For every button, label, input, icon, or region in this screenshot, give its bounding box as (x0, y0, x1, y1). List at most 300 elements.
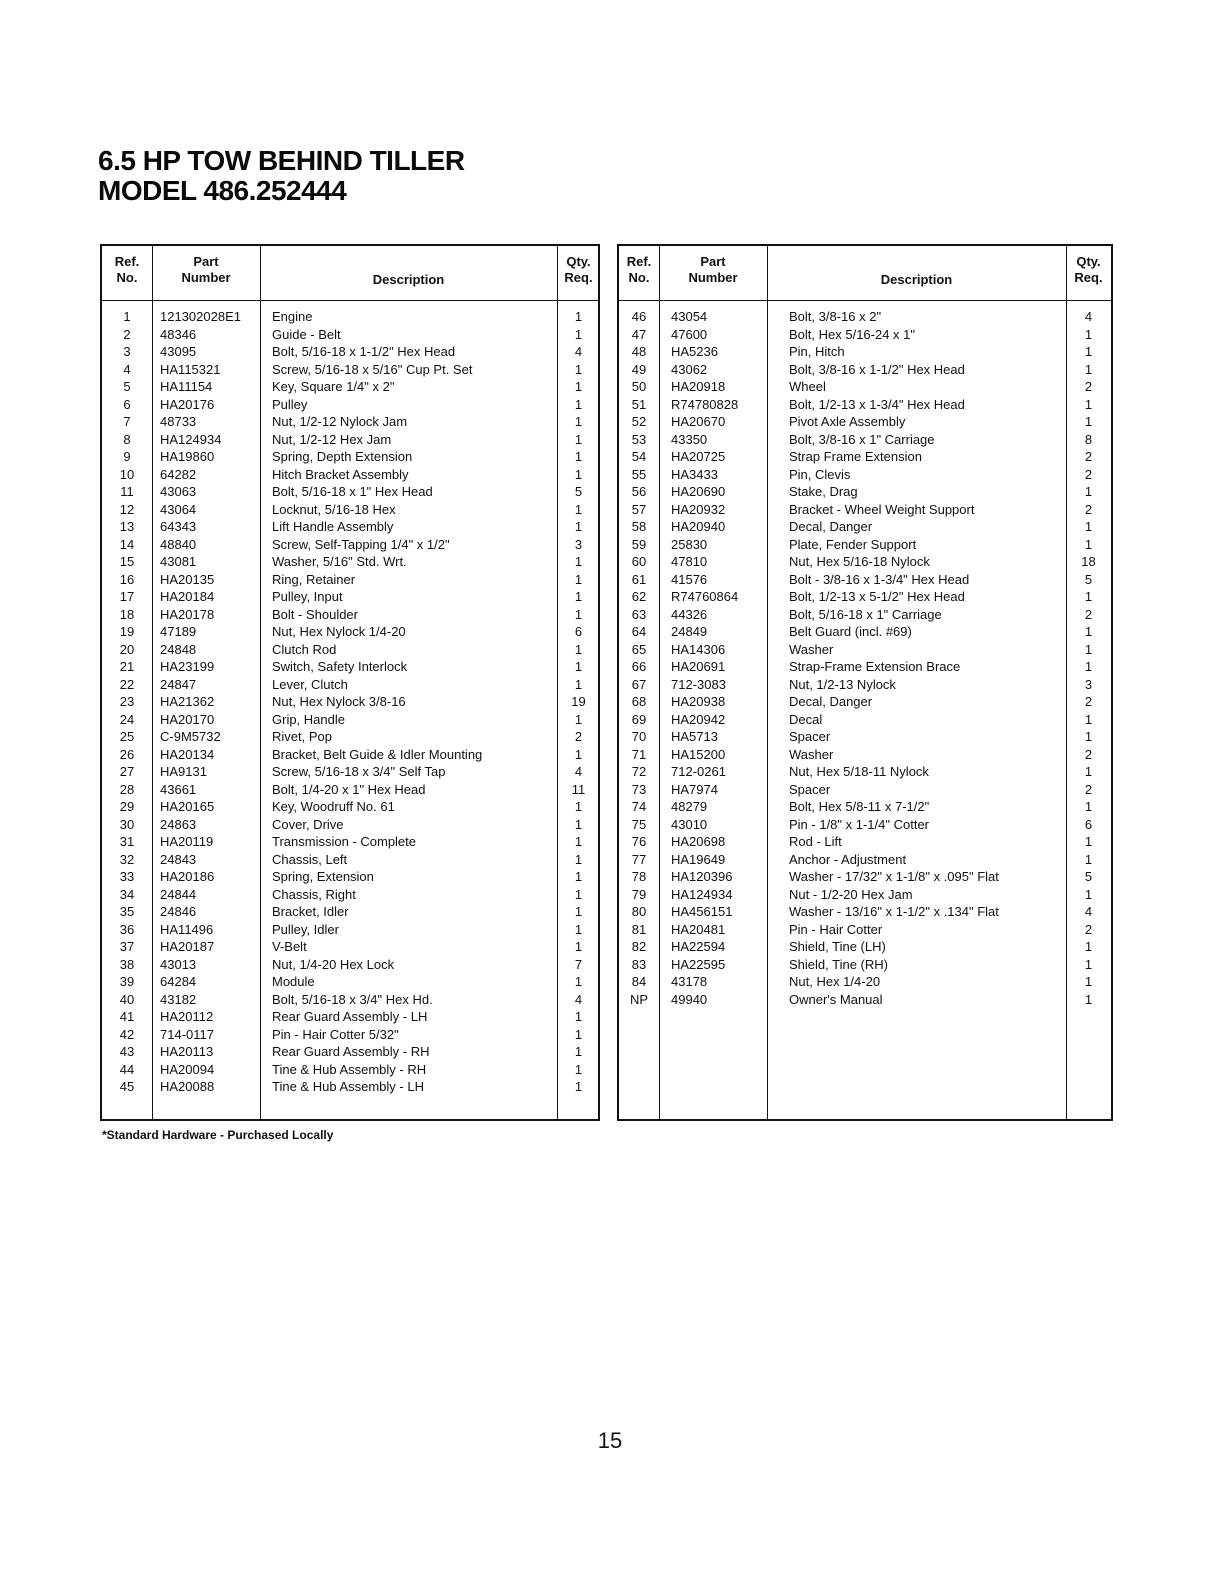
part-number-cell: 48346 (160, 326, 197, 342)
qty-cell: 1 (1084, 344, 1093, 359)
description-cell: Module (272, 974, 315, 989)
table-row (619, 518, 1111, 536)
description-cell: Screw, 5/16-18 x 5/16" Cup Pt. Set (272, 361, 473, 377)
header-qty: Qty. Req. (1074, 254, 1103, 285)
qty-cell: 1 (574, 326, 583, 342)
table-row (102, 536, 598, 554)
table-row (619, 396, 1111, 414)
table-row (102, 1026, 598, 1044)
part-number-cell: 24848 (160, 641, 197, 657)
ref-cell: 44 (119, 1061, 135, 1077)
qty-cell: 11 (571, 781, 586, 797)
table-row (619, 501, 1111, 519)
description-cell: Guide - Belt (272, 326, 341, 342)
description-cell: Belt Guard (incl. #69) (789, 624, 912, 639)
table-row (102, 553, 598, 571)
description-cell: Shield, Tine (LH) (789, 939, 886, 954)
ref-cell: 46 (631, 309, 647, 324)
part-number-cell: 712-3083 (671, 676, 726, 692)
qty-cell: 1 (574, 1061, 583, 1077)
part-number-cell: HA120396 (671, 869, 733, 884)
description-cell: Nut, 1/2-12 Nylock Jam (272, 414, 408, 429)
part-number-cell: HA7974 (671, 781, 718, 797)
part-number-cell: 49940 (671, 991, 708, 1007)
qty-cell: 2 (1084, 379, 1093, 394)
table-row (102, 973, 598, 991)
table-row (619, 676, 1111, 694)
description-cell: Bolt, 1/2-13 x 5-1/2" Hex Head (789, 589, 965, 604)
table-row (102, 588, 598, 606)
ref-cell: 61 (631, 571, 647, 587)
table-row (619, 606, 1111, 624)
table-row (102, 851, 598, 869)
part-number-cell: 43081 (160, 554, 197, 569)
part-number-cell: HA20725 (671, 449, 726, 464)
part-number-cell: 43064 (160, 501, 197, 517)
ref-cell: 4 (123, 361, 131, 377)
qty-cell: 1 (1084, 886, 1093, 902)
part-number-cell: 24843 (160, 851, 197, 867)
part-number-cell: 121302028E1 (160, 309, 241, 324)
qty-cell: 1 (1084, 851, 1093, 867)
description-cell: Tine & Hub Assembly - LH (272, 1079, 424, 1094)
part-number-cell: HA22594 (671, 939, 726, 954)
part-number-cell: HA20186 (160, 869, 215, 884)
ref-cell: 14 (119, 536, 135, 552)
part-number-cell: HA124934 (671, 886, 733, 902)
qty-cell: 1 (1084, 624, 1093, 639)
description-cell: V-Belt (272, 939, 307, 954)
table-row (102, 938, 598, 956)
description-cell: Pin - 1/8" x 1-1/4" Cotter (789, 816, 930, 832)
qty-cell: 3 (574, 536, 583, 552)
description-cell: Lever, Clutch (272, 676, 348, 692)
qty-cell: 1 (574, 449, 583, 464)
qty-cell: 4 (1084, 309, 1093, 324)
qty-cell: 1 (1084, 589, 1093, 604)
ref-cell: 37 (119, 939, 135, 954)
description-cell: Pulley (272, 396, 308, 412)
ref-cell: 81 (631, 921, 647, 937)
qty-cell: 1 (574, 676, 583, 692)
ref-cell: 51 (631, 396, 647, 412)
part-number-cell: 43054 (671, 309, 708, 324)
ref-cell: 56 (631, 484, 647, 499)
ref-cell: 72 (631, 764, 647, 779)
part-number-cell: HA115321 (160, 361, 221, 377)
qty-cell: 2 (1084, 501, 1093, 517)
table-row (619, 571, 1111, 589)
qty-cell: 2 (1084, 466, 1093, 482)
table-row (102, 728, 598, 746)
table-row (102, 343, 598, 361)
ref-cell: 60 (631, 554, 647, 569)
rows-right (619, 308, 1111, 1008)
qty-cell: 1 (1084, 414, 1093, 429)
part-number-cell: 43182 (160, 991, 197, 1007)
qty-cell: 1 (1084, 361, 1093, 377)
description-cell: Pin, Clevis (789, 466, 851, 482)
ref-cell: 67 (631, 676, 647, 692)
description-cell: Bolt, Hex 5/16-24 x 1" (789, 326, 916, 342)
table-row (102, 308, 598, 326)
description-cell: Shield, Tine (RH) (789, 956, 888, 972)
qty-cell: 4 (574, 344, 583, 359)
footnote: *Standard Hardware - Purchased Locally (102, 1128, 334, 1142)
table-row (102, 571, 598, 589)
table-row (102, 658, 598, 676)
description-cell: Pin - Hair Cotter (789, 921, 883, 937)
description-cell: Nut, Hex Nylock 3/8-16 (272, 694, 406, 709)
table-row (102, 1043, 598, 1061)
description-cell: Pin, Hitch (789, 344, 845, 359)
qty-cell: 1 (574, 746, 583, 762)
part-number-cell: HA20119 (160, 834, 214, 849)
ref-cell: 39 (119, 974, 135, 989)
description-cell: Transmission - Complete (272, 834, 417, 849)
table-row (102, 763, 598, 781)
qty-cell: 1 (574, 1079, 583, 1094)
part-number-cell: 48733 (160, 414, 197, 429)
description-cell: Washer - 13/16" x 1-1/2" x .134" Flat (789, 904, 999, 919)
part-number-cell: C-9M5732 (160, 729, 221, 744)
header-qty: Qty. Req. (564, 254, 593, 285)
qty-cell: 1 (1084, 764, 1093, 779)
description-cell: Anchor - Adjustment (789, 851, 907, 867)
part-number-cell: 24849 (671, 624, 708, 639)
description-cell: Washer (789, 641, 834, 657)
description-cell: Bolt - Shoulder (272, 606, 358, 622)
description-cell: Rivet, Pop (272, 729, 332, 744)
part-number-cell: 43010 (671, 816, 708, 832)
description-cell: Lift Handle Assembly (272, 519, 394, 534)
part-number-cell: 43178 (671, 974, 708, 989)
ref-cell: 2 (123, 326, 131, 342)
description-cell: Bolt, Hex 5/8-11 x 7-1/2" (789, 799, 930, 814)
ref-cell: 19 (119, 624, 135, 639)
table-row (102, 396, 598, 414)
qty-cell: 1 (574, 869, 583, 884)
part-number-cell: HA19649 (671, 851, 726, 867)
description-cell: Bolt, 5/16-18 x 3/4" Hex Hd. (272, 991, 433, 1007)
table-row (102, 378, 598, 396)
table-row (619, 868, 1111, 886)
description-cell: Spacer (789, 781, 831, 797)
qty-cell: 1 (1084, 711, 1093, 727)
ref-cell: 43 (119, 1044, 135, 1059)
ref-cell: 70 (631, 729, 647, 744)
description-cell: Locknut, 5/16-18 Hex (272, 501, 396, 517)
description-cell: Wheel (789, 379, 826, 394)
description-cell: Hitch Bracket Assembly (272, 466, 409, 482)
ref-cell: 36 (119, 921, 135, 937)
description-cell: Pivot Axle Assembly (789, 414, 906, 429)
ref-cell: NP (629, 991, 649, 1007)
table-row (619, 623, 1111, 641)
qty-cell: 5 (1084, 571, 1093, 587)
table-row (619, 641, 1111, 659)
part-number-cell: HA20940 (671, 519, 726, 534)
part-number-cell: HA20113 (160, 1044, 214, 1059)
ref-cell: 16 (119, 571, 135, 587)
ref-cell: 17 (119, 589, 135, 604)
table-row (619, 658, 1111, 676)
ref-cell: 22 (119, 676, 135, 692)
qty-cell: 1 (1084, 641, 1093, 657)
part-number-cell: 24846 (160, 904, 197, 919)
part-number-cell: 47600 (671, 326, 708, 342)
table-row (102, 746, 598, 764)
header-ref: Ref. No. (114, 254, 140, 285)
qty-cell: 6 (1084, 816, 1093, 832)
part-number-cell: 43350 (671, 431, 708, 447)
qty-cell: 1 (1084, 729, 1093, 744)
table-row (619, 903, 1111, 921)
ref-cell: 41 (119, 1009, 135, 1024)
title-line-1: 6.5 HP TOW BEHIND TILLER (98, 145, 465, 176)
qty-cell: 6 (574, 624, 583, 639)
part-number-cell: HA20698 (671, 834, 726, 849)
ref-cell: 75 (631, 816, 647, 832)
table-row (102, 361, 598, 379)
table-row (619, 466, 1111, 484)
qty-cell: 1 (574, 886, 583, 902)
ref-cell: 5 (123, 379, 131, 394)
description-cell: Nut, Hex Nylock 1/4-20 (272, 624, 406, 639)
ref-cell: 25 (119, 729, 135, 744)
table-row (102, 833, 598, 851)
table-row (619, 921, 1111, 939)
part-number-cell: HA20094 (160, 1061, 215, 1077)
table-row (102, 1008, 598, 1026)
table-row (619, 973, 1111, 991)
qty-cell: 1 (574, 939, 583, 954)
part-number-cell: HA20135 (160, 571, 215, 587)
table-row (102, 466, 598, 484)
part-number-cell: HA20165 (160, 799, 215, 814)
ref-cell: 34 (119, 886, 135, 902)
qty-cell: 1 (574, 974, 583, 989)
ref-cell: 68 (631, 694, 647, 709)
part-number-cell: HA20184 (160, 589, 215, 604)
ref-cell: 49 (631, 361, 647, 377)
description-cell: Bolt, 3/8-16 x 1-1/2" Hex Head (789, 361, 965, 377)
part-number-cell: 41576 (671, 571, 708, 587)
ref-cell: 50 (631, 379, 647, 394)
ref-cell: 42 (119, 1026, 135, 1042)
ref-cell: 71 (631, 746, 647, 762)
description-cell: Washer - 17/32" x 1-1/8" x .095" Flat (789, 869, 999, 884)
parts-table-right (617, 244, 1113, 1121)
qty-cell: 1 (574, 834, 583, 849)
qty-cell: 1 (574, 571, 583, 587)
qty-cell: 1 (1084, 939, 1093, 954)
description-cell: Rod - Lift (789, 834, 842, 849)
ref-cell: 13 (119, 519, 135, 534)
part-number-cell: R74760864 (671, 589, 739, 604)
part-number-cell: 43095 (160, 344, 197, 359)
qty-cell: 1 (574, 431, 583, 447)
table-row (619, 798, 1111, 816)
part-number-cell: 25830 (671, 536, 708, 552)
header-ref: Ref. No. (626, 254, 652, 285)
part-number-cell: HA20088 (160, 1079, 215, 1094)
part-number-cell: 712-0261 (671, 764, 726, 779)
description-cell: Nut, Hex 5/16-18 Nylock (789, 554, 930, 569)
ref-cell: 80 (631, 904, 647, 919)
part-number-cell: 47810 (671, 554, 708, 569)
description-cell: Strap Frame Extension (789, 449, 922, 464)
qty-cell: 1 (1084, 799, 1093, 814)
table-row (102, 326, 598, 344)
qty-cell: 4 (574, 991, 583, 1007)
ref-cell: 78 (631, 869, 647, 884)
description-cell: Grip, Handle (272, 711, 345, 727)
qty-cell: 3 (1084, 676, 1093, 692)
part-number-cell: 24863 (160, 816, 197, 832)
qty-cell: 1 (574, 659, 583, 674)
table-row (102, 903, 598, 921)
ref-cell: 84 (631, 974, 647, 989)
part-number-cell: HA22595 (671, 956, 726, 972)
description-cell: Decal, Danger (789, 519, 873, 534)
qty-cell: 5 (1084, 869, 1093, 884)
description-cell: Rear Guard Assembly - LH (272, 1009, 428, 1024)
ref-cell: 18 (119, 606, 135, 622)
part-number-cell: HA20670 (671, 414, 726, 429)
qty-cell: 4 (574, 764, 583, 779)
part-number-cell: HA15200 (671, 746, 726, 762)
qty-cell: 1 (574, 1044, 583, 1059)
ref-cell: 31 (119, 834, 135, 849)
description-cell: Bolt, 3/8-16 x 1" Carriage (789, 431, 935, 447)
part-number-cell: 48279 (671, 799, 708, 814)
qty-cell: 1 (1084, 484, 1093, 499)
table-row (619, 886, 1111, 904)
description-cell: Clutch Rod (272, 641, 337, 657)
rows-left (102, 308, 598, 1096)
description-cell: Nut, Hex 1/4-20 (789, 974, 881, 989)
qty-cell: 1 (1084, 834, 1093, 849)
description-cell: Nut - 1/2-20 Hex Jam (789, 886, 913, 902)
ref-cell: 9 (123, 449, 131, 464)
ref-cell: 77 (631, 851, 647, 867)
table-row (102, 623, 598, 641)
table-row (102, 781, 598, 799)
ref-cell: 66 (631, 659, 647, 674)
table-row (619, 938, 1111, 956)
qty-cell: 1 (574, 921, 583, 937)
qty-cell: 1 (574, 904, 583, 919)
part-number-cell: HA9131 (160, 764, 207, 779)
description-cell: Spring, Extension (272, 869, 374, 884)
description-cell: Pin - Hair Cotter 5/32" (272, 1026, 399, 1042)
qty-cell: 1 (574, 554, 583, 569)
ref-cell: 76 (631, 834, 647, 849)
part-number-cell: HA20942 (671, 711, 726, 727)
description-cell: Nut, Hex 5/18-11 Nylock (789, 764, 929, 779)
qty-cell: 1 (574, 501, 583, 517)
ref-cell: 3 (123, 344, 131, 359)
qty-cell: 2 (1084, 921, 1093, 937)
ref-cell: 28 (119, 781, 135, 797)
table-row (619, 956, 1111, 974)
description-cell: Switch, Safety Interlock (272, 659, 408, 674)
qty-cell: 19 (571, 694, 586, 709)
ref-cell: 21 (119, 659, 135, 674)
table-row (102, 1078, 598, 1096)
table-row (102, 816, 598, 834)
qty-cell: 1 (1084, 659, 1093, 674)
qty-cell: 1 (574, 361, 583, 377)
table-row (102, 501, 598, 519)
table-row (619, 431, 1111, 449)
ref-cell: 35 (119, 904, 135, 919)
qty-cell: 1 (1084, 974, 1093, 989)
table-row (102, 1061, 598, 1079)
ref-cell: 29 (119, 799, 135, 814)
ref-cell: 69 (631, 711, 647, 727)
ref-cell: 8 (123, 431, 131, 447)
qty-cell: 1 (574, 379, 583, 394)
qty-cell: 1 (574, 1009, 583, 1024)
qty-cell: 1 (574, 606, 583, 622)
part-number-cell: 43063 (160, 484, 197, 499)
part-number-cell: HA20690 (671, 484, 726, 499)
table-row (102, 641, 598, 659)
qty-cell: 1 (574, 816, 583, 832)
description-cell: Decal (789, 711, 823, 727)
page-title (98, 146, 465, 206)
description-cell: Nut, 1/2-12 Hex Jam (272, 431, 392, 447)
qty-cell: 1 (574, 519, 583, 534)
description-cell: Pulley, Input (272, 589, 343, 604)
ref-cell: 30 (119, 816, 135, 832)
description-cell: Bolt - 3/8-16 x 1-3/4" Hex Head (789, 571, 970, 587)
qty-cell: 2 (1084, 694, 1093, 709)
ref-cell: 83 (631, 956, 647, 972)
qty-cell: 2 (1084, 746, 1093, 762)
ref-cell: 23 (119, 694, 135, 709)
ref-cell: 27 (119, 764, 135, 779)
table-row (102, 868, 598, 886)
table-row (619, 728, 1111, 746)
description-cell: Pulley, Idler (272, 921, 339, 937)
part-number-cell: HA20187 (160, 939, 215, 954)
part-number-cell: HA5236 (671, 344, 718, 359)
part-number-cell: HA19860 (160, 449, 215, 464)
ref-cell: 45 (119, 1079, 135, 1094)
qty-cell: 1 (574, 414, 583, 429)
description-cell: Bolt, 3/8-16 x 2" (789, 309, 882, 324)
header-part: Part Number (688, 254, 738, 285)
table-row (102, 518, 598, 536)
table-row (102, 431, 598, 449)
qty-cell: 5 (574, 484, 583, 499)
table-row (619, 711, 1111, 729)
part-number-cell: R74780828 (671, 396, 739, 412)
description-cell: Key, Woodruff No. 61 (272, 799, 395, 814)
table-row (619, 763, 1111, 781)
qty-cell: 1 (1084, 396, 1093, 412)
part-number-cell: 47189 (160, 624, 197, 639)
part-number-cell: HA20176 (160, 396, 215, 412)
table-row (619, 816, 1111, 834)
qty-cell: 7 (574, 956, 583, 972)
ref-cell: 54 (631, 449, 647, 464)
ref-cell: 62 (631, 589, 647, 604)
ref-cell: 48 (631, 344, 647, 359)
